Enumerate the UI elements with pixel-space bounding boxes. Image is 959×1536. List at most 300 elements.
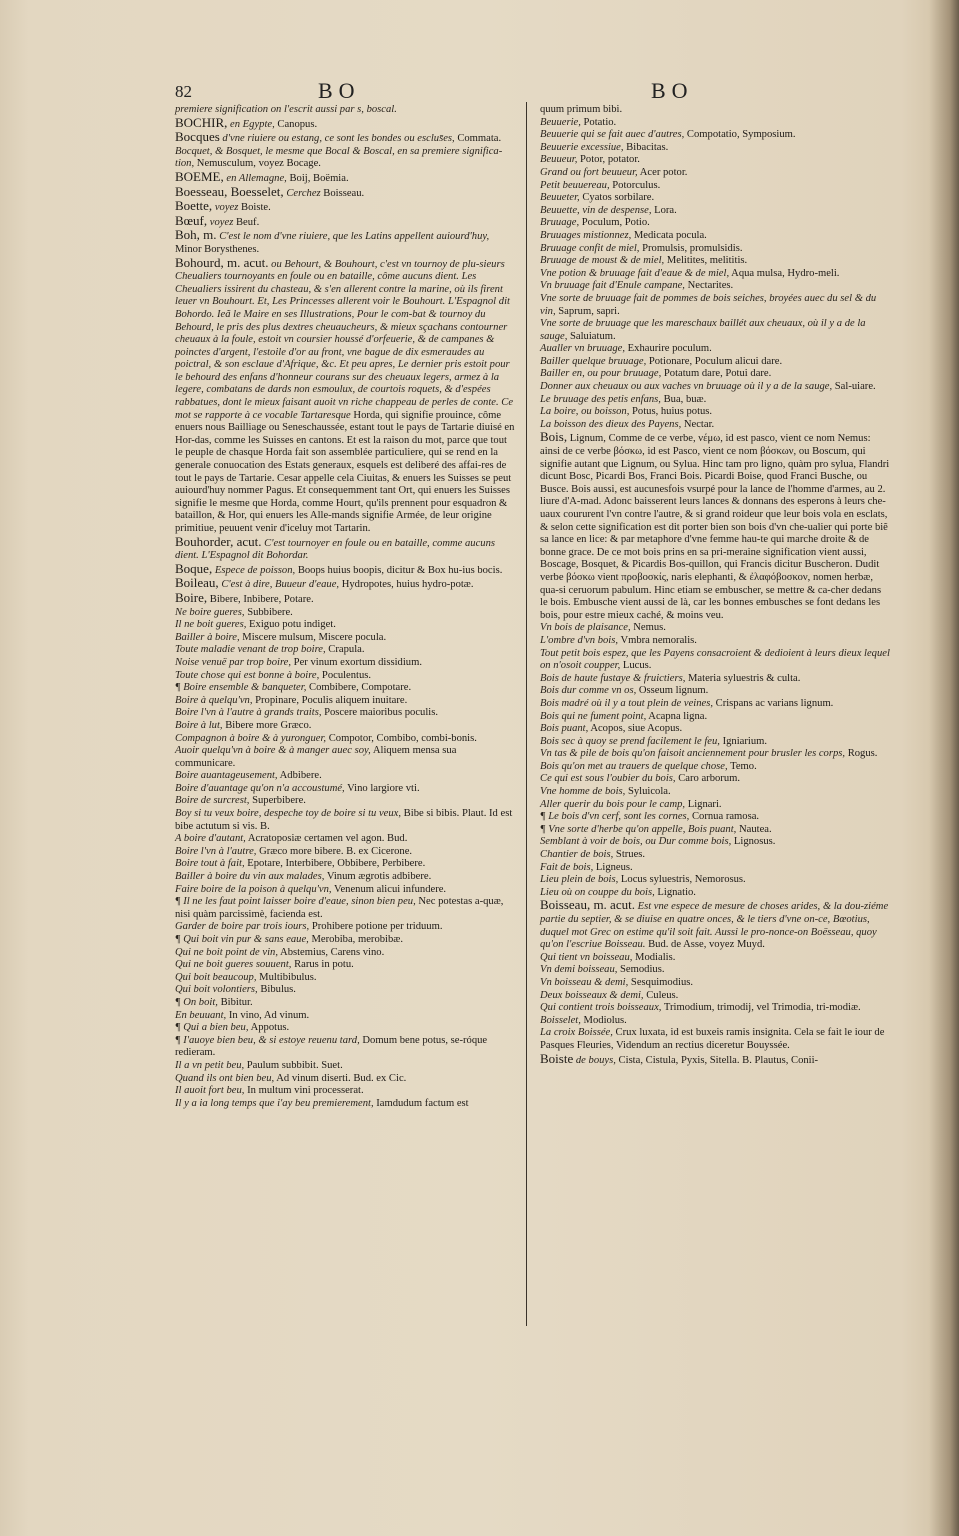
entry-latin-text: Lignum, Comme de ce verbe, νέμω, id est pasco, vient ce nom Nemus: ainsi de ce verbe βόσκω, id est Pasco, vient ce nom βόσκων, ou Boscum, qui signifie autant que Lignum, ou Sylua. Hinc tam pro ligno, quàm pro sylua, Flandri dicunt Bosc, Picardi Bos, Franci Bois. Picardi Boise, quod Franci Busche, ou Busce. Bois aussi, est aucunesfois vsurpé pour la lance de l'homme d'armes, au 2. liure d'A-mad. Adonc baisserent leurs lances & donnans des esperons à leurs che-uaux coururent l'vn contre l'autre, & si grand roideur que leur bois vola en esclats, & selon cette signification est dit porter bien son bois d'vn che-ualier qui porte biẽ sa lance en lice: & par metaphore d'vne femme hau-te qui marche droite & de bonne grace. De ce mot bois prins en sa pri-meraine signification vient aussi, Boscage, Bosquet, & Picardis Bos-quillon, qui Francis dicitur Buscheron. Dudit verbe βόσκω vient προβοσκίς, naris elephanti, & ἐλαφόβοσκον, nomen herbæ, qua-si ceruorum pabulum. Hinc etiam se embuscher, se mettre & ca-cher dedans le bois. Embusche vient aussi de là, car les bonnes embusches se font dedans les bois, pour estre mieux caché, & moins veu. [540,433,890,621]
entry-french-text: Beuueter, [540,192,580,204]
entry-french-text: Bailler en, ou pour bruuage, [540,368,662,380]
dictionary-entry [175,745,515,770]
dictionary-entry [175,972,515,985]
entry-latin-text: Caro arborum. [675,773,741,785]
dictionary-entry [540,811,890,824]
entry-french-text: de bouys, [573,1054,616,1066]
dictionary-entry [540,255,890,268]
entry-headword: Boh, m. [175,227,217,243]
entry-headword: Bœuf, [175,212,208,228]
entry-latin-text: Poscere maioribus poculis. [321,707,438,719]
entry-french-text: ¶ Il ne les faut point laisser boire d'eaue, sinon bien peu, [175,896,416,908]
entry-french-text: Deux boisseaux & demi, [540,989,644,1001]
entry-french-text: Ce qui est sous l'oubier du bois, [540,773,676,785]
dictionary-entry [175,1035,515,1060]
entry-latin-text: Strues. [613,849,646,861]
dictionary-entry [175,146,515,171]
dictionary-entry [175,884,515,897]
entry-french-text: Grand ou fort beuueur, [540,166,638,178]
entry-french-text: ¶ Le bois d'vn cerf, sont les cornes, [540,811,690,823]
entry-french-text: C'est le nom d'vne riuiere, que les Latins appellent auiourd'huy, [216,231,490,243]
entry-latin-text: Crapula. [325,644,365,656]
dictionary-entry [175,533,515,563]
entry-french-text: Boire auantageusement, [175,770,278,782]
entry-latin-text: Appotus. [248,1022,290,1034]
dictionary-entry [540,1050,890,1068]
dictionary-entry [175,733,515,746]
entry-french-text: La boire, ou boisson, [540,406,630,418]
dictionary-entry [175,695,515,708]
entry-french-text: ¶ Qui a bien beu, [175,1022,249,1034]
entry-french-text: Qui tient vn boisseau, [540,951,633,963]
page-gutter-shadow [929,0,959,1536]
dictionary-entry [540,786,890,799]
dictionary-entry [175,1060,515,1073]
entry-french-text: Toute maladie venant de trop boire, [175,644,326,656]
dictionary-entry [540,773,890,786]
entry-latin-text: Potus, huius potus. [629,406,713,418]
entry-french-text: ¶ Boire ensemble & banqueter, [175,682,307,694]
dictionary-entry [175,114,515,132]
entry-french-text: Espece de poisson, [212,564,296,576]
entry-latin-text: Potatum dare, Potui dare. [661,368,772,380]
entry-latin-text: Acopos, siue Acopus. [588,723,683,735]
entry-french-text: ou Behourt, & Bouhourt, c'est vn tournoy de plu-sieurs Cheualiers tournoyants en foule ou en bataille, côme aucuns dient. Les Cheualiers issirent du chasteau, & s'en allerent contre la marine, où ils firent leuer vn Bouhourt. Et, Les Princesses allerent voir le Bouhourt. L'Espagnol dit Bohordo. Ieã le Maire en ses Illustrations, Pour le com-bat & tournoy du Behourd, le pris des plus dextres cheuaucheurs, & mieux sçachans contourner cheuaux à la foule, estoit vn coursier houssé d'orfeuerie, & de campanes & poinctes d'argent, l'estoile d'or au front, vne bague de dix esmeraudes au poictral, & son esclaue d'Afrique, &c. Et peu apres, Le dernier pris estoit pour le behourd des enfans d'honneur courans sur des cheuaux legers, armez à la legere, combatans de dards non esmoulux, de courtois roquets, & d'espées rabbatues, dont le mieux faisant auoit vn riche chappeau de perles de conte. Ce mot se rapporte à ce vocable Tartaresque [175,258,514,421]
entry-latin-text: Combibere, Compotare. [306,682,412,694]
entry-latin-text: Iamdudum factum est [373,1097,469,1109]
entry-french-text: Bruuages mistionnez, [540,229,632,241]
dictionary-entry [540,180,890,193]
entry-latin-text: In multum vini processerat. [244,1085,364,1097]
entry-french-text: Toute chose qui est bonne à boire, [175,669,320,681]
entry-latin-text: Boiste. [238,202,271,214]
entry-french-text: ¶ I'auoye bien beu, & si estoye reuenu tard, [175,1034,360,1046]
entry-latin-text: Exiguo potu indiget. [246,619,336,631]
dictionary-entry [175,682,515,695]
dictionary-entry [175,934,515,947]
entry-latin-text: Saprum, sapri. [555,305,620,317]
entry-latin-text: Semodius. [617,964,665,976]
dictionary-entry [175,896,515,921]
entry-latin-text: Compotatio, Symposium. [684,129,796,141]
dictionary-entry [540,761,890,774]
dictionary-entry [540,192,890,205]
entry-french-text: Bois dur comme vn os, [540,685,637,697]
entry-latin-text: Bud. de Asse, voyez Muyd. [645,939,765,951]
entry-latin-text: Epotare, Interbibere, Obbibere, Perbibere. [244,858,426,870]
entry-latin-text: Acer potor. [637,166,688,178]
entry-french-text: en Allemagne, [223,172,287,184]
entry-latin-text: Aliquem mensa sua communicare. [175,745,457,769]
entry-french-text: Vn demi boisseau, [540,964,618,976]
dictionary-entry [540,406,890,419]
dictionary-entry [540,129,890,142]
dictionary-entry [175,720,515,733]
entry-french-text: Qui boit beaucoup, [175,971,257,983]
entry-latin-text: Potor, potator. [577,154,640,166]
entry-french-text: Beuuerie excessiue, [540,141,624,153]
entry-french-text: La boisson des dieux des Payens, [540,418,682,430]
entry-latin-text: Igniarium. [719,735,768,747]
page-number: 82 [175,82,192,101]
entry-french-text: En beuuant, [175,1009,227,1021]
entry-french-text: en Egypte, [227,118,275,130]
entry-latin-text: Vino largiore vti. [344,782,420,794]
entry-french-text: Vn boisseau & demi, [540,976,629,988]
dictionary-entry [540,243,890,256]
dictionary-entry [540,318,890,343]
dictionary-entry [175,619,515,632]
dictionary-entry [540,799,890,812]
column-divider [526,102,527,1326]
dictionary-entry [540,117,890,130]
entry-latin-text: Nemus. [630,622,666,634]
entry-latin-text: Subbibere. [244,606,293,618]
entry-latin-text: Temo. [727,760,757,772]
entry-latin-text: Bibulus. [257,984,296,996]
dictionary-entry [175,808,515,833]
entry-french-text: Faire boire de la poison à quelqu'vn, [175,883,332,895]
dictionary-entry [540,280,890,293]
entry-latin-text: Bibe si bibis. Plaut. Id est bibe actutum si vis. B. [175,808,513,832]
entry-headword: Bois, [540,429,568,445]
dictionary-entry [540,685,890,698]
entry-latin-text: Cista, Cistula, Pyxis, Sitella. B. Plautus, Conii- [615,1054,819,1066]
entry-french-text: Tout petit bois espez, que les Payens consacroient & dedioient à leurs dieux lequel on n'osoit coupper, [540,647,890,672]
entry-french-text: L'ombre d'vn bois, [540,634,618,646]
dictionary-entry [540,977,890,990]
dictionary-entry [540,648,890,673]
entry-french-text: Compagnon à boire & à yuronguer, [175,732,327,744]
entry-latin-text: Boij, Boëmia. [286,172,349,184]
entry-french-text: Qui contient trois boisseaux, [540,1002,662,1014]
entry-headword: Bohourd, m. acut. [175,254,269,270]
entry-latin-text: Exhaurire poculum. [625,343,712,355]
entry-french-text: Cerchez [283,187,321,199]
dictionary-entry [540,622,890,635]
entry-latin-text: In vino, Ad vinum. [226,1009,310,1021]
dictionary-entry [175,1085,515,1098]
entry-latin-text: Nec potestas a-quæ, nisi quàm parcissimè, facienda est. [175,896,504,920]
entry-french-text: Vn bruuage fait d'Enule campane, [540,280,685,292]
entry-french-text: Vne homme de bois, [540,786,626,798]
dictionary-entry [175,254,515,536]
entry-french-text: voyez [212,202,239,214]
entry-latin-text: Bibacitas. [623,141,669,153]
entry-french-text: Il ne boit gueres, [175,619,247,631]
dictionary-entry [175,871,515,884]
entry-latin-text: Domum bene potus, se-róque redieram. [175,1034,488,1059]
entry-latin-text: Vmbra nemoralis. [618,634,697,646]
entry-latin-text: Nemusculum, voyez Bocage. [194,158,321,170]
entry-latin-text: Materia syluestris & culta. [685,672,801,684]
entry-french-text: Boire à quelqu'vn, [175,694,253,706]
dictionary-entry [540,268,890,281]
dictionary-entry [540,1015,890,1028]
entry-latin-text: Prohibere potione per triduum. [309,921,443,933]
entry-french-text: Boisselet, [540,1014,581,1026]
entry-latin-text: Sal-uiare. [832,381,876,393]
entry-french-text: C'est à dire, Buueur d'eaue, [218,579,340,591]
entry-french-text: Qui boit volontiers, [175,984,258,996]
dictionary-entry [540,142,890,155]
entry-french-text: ¶ On boit, [175,996,218,1008]
dictionary-entry [175,183,515,201]
entry-latin-text: Adbibere. [277,770,322,782]
dictionary-entry [540,1002,890,1015]
entry-latin-text: Trimodium, trimodij, vel Trimodia, tri-modiæ. [661,1002,861,1014]
dictionary-entry [540,394,890,407]
entry-french-text: Vn bois de plaisance, [540,622,631,634]
dictionary-entry [175,632,515,645]
entry-french-text: Beuuerie qui se fait auec d'autres, [540,129,685,141]
entry-latin-text: Bibitur. [217,996,253,1008]
dictionary-entry [540,711,890,724]
entry-latin-text: Græco more bibere. B. ex Cicerone. [256,845,413,857]
dictionary-entry [540,874,890,887]
dictionary-entry [175,1098,515,1111]
entry-latin-text: Rogus. [845,748,878,760]
entry-french-text: A boire d'autant, [175,833,246,845]
entry-latin-text: Modiolus. [580,1014,627,1026]
entry-headword: Bouhorder, acut. [175,533,262,549]
entry-french-text: Fait de bois, [540,861,594,873]
entry-french-text: Boire l'vn à l'autre, [175,845,257,857]
entry-french-text: Bailler à boire, [175,631,240,643]
entry-latin-text: Locus syluestris, Nemorosus. [618,874,746,886]
entry-french-text: Boire d'auantage qu'on n'a accoustumé, [175,782,345,794]
entry-latin-text: Poculentus. [319,669,372,681]
entry-french-text: Bocquet, & Bosquet, le mesme que Bocal & Boscal, en sa premiere significa-tion, [175,145,503,170]
entry-french-text: Qui ne boit point de vin, [175,946,278,958]
dictionary-entry [175,1010,515,1023]
entry-french-text: Bruuage de moust & de miel, [540,255,665,267]
entry-french-text: Bruuage, [540,217,580,229]
entry-latin-text: Melitites, melititis. [664,255,748,267]
dictionary-entry [175,657,515,670]
dictionary-entry [175,560,515,578]
entry-french-text: Boy si tu veux boire, despeche toy de boire si tu veux, [175,808,402,820]
entry-headword: Boiste [540,1050,574,1066]
entry-headword: Boire, [175,589,208,605]
entry-latin-text: Beuf. [233,216,260,228]
dictionary-entry [540,431,890,622]
dictionary-entry [540,698,890,711]
entry-latin-text: quum primum bibi. [540,104,623,115]
entry-french-text: Bailler quelque bruuage, [540,355,647,367]
dictionary-entry [175,200,515,215]
entry-latin-text: Venenum alicui infundere. [331,883,447,895]
entry-french-text: Beuuette, vin de despense, [540,204,652,216]
entry-french-text: Quand ils ont bien beu, [175,1072,275,1084]
entry-latin-text: Crispans ac varians lignum. [713,697,834,709]
entry-french-text: Donner aux cheuaux ou aux vaches vn bruuage où il y a de la sauge, [540,381,833,393]
dictionary-entry [540,952,890,965]
entry-latin-text: Propinare, Poculis aliquem inuitare. [252,694,408,706]
entry-latin-text: Boops huius boopis, dicitur & Box hu-ius bocis. [295,564,503,576]
entry-latin-text: Cyatos sorbilare. [579,192,655,204]
entry-french-text: ¶ Qui boit vin pur & sans eaue, [175,934,309,945]
entry-latin-text: Miscere mulsum, Miscere pocula. [239,631,387,643]
dictionary-entry [175,795,515,808]
entry-latin-text: Commata. [454,133,502,145]
entry-latin-text: Cornua ramosa. [689,811,760,823]
entry-french-text: Il auoit fort beu, [175,1085,245,1097]
entry-latin-text: Crux luxata, id est buxeis ramis insignita. Cela se fait le iour de Pasques Fleuries, Videndum an rectius diceretur Bouyssée. [540,1027,885,1051]
entry-latin-text: Bibere more Græco. [222,719,312,731]
entry-latin-text: Lignari. [685,798,722,810]
entry-latin-text: Culeus. [643,989,679,1001]
entry-french-text: Petit beuuereau, [540,179,610,191]
entry-french-text: Auoir quelqu'vn à boire & à manger auec soy, [175,745,371,757]
entry-latin-text: Potionare, Poculum alicui dare. [646,355,783,367]
left-column [175,104,515,1110]
entry-french-text: ¶ Vne sorte d'herbe qu'on appelle, Bois puant, [540,823,737,835]
entry-latin-text: Poculum, Potio. [579,217,650,229]
entry-french-text: premiere signification on l'escrit aussi par s, boscal. [175,104,397,115]
dictionary-entry [540,748,890,761]
dictionary-entry [540,849,890,862]
dictionary-entry [540,635,890,648]
entry-latin-text: Lignatio. [654,886,696,898]
dictionary-entry [540,1027,890,1052]
entry-latin-text: Lucus. [620,660,652,672]
entry-latin-text: Bibere, Inbibere, Potare. [207,593,314,605]
dictionary-entry [175,670,515,683]
entry-french-text: Bois de haute fustaye & fruictiers, [540,672,686,684]
dictionary-entry [540,230,890,243]
dictionary-entry [540,154,890,167]
entry-french-text: Boire à lut, [175,719,223,731]
dictionary-entry [175,229,515,256]
entry-latin-text: Ligneus. [593,861,633,873]
entry-french-text: Aualler vn bruuage, [540,343,626,355]
entry-headword: Boette, [175,198,213,214]
entry-headword: Bocques [175,129,220,145]
dictionary-entry [540,964,890,977]
entry-french-text: Bois puant, [540,723,589,735]
dictionary-entry [175,1073,515,1086]
dictionary-entry [540,862,890,875]
entry-french-text: Vne sorte de bruuage que les mareschaux baillét aux cheuaux, où il y a de la sauge, [540,318,866,342]
dictionary-entry [540,356,890,369]
entry-headword: Boisseau, m. acut. [540,897,635,913]
entry-french-text: Bois sec à quoy se prend facilement le feu, [540,735,720,747]
entry-latin-text: Boisseau. [320,187,365,199]
entry-french-text: Il y a ia long temps que i'ay beu premierement, [175,1097,374,1109]
entry-latin-text: Medicata pocula. [631,229,707,241]
entry-french-text: Lieu où on couppe du bois, [540,886,655,898]
entry-latin-text: Merobiba, merobibæ. [308,934,403,945]
dictionary-entry [540,205,890,218]
entry-french-text: Vn tas & pile de bois qu'on faisoit anciennement pour brusler les corps, [540,748,846,760]
entry-french-text: Ne boire gueres, [175,606,245,618]
entry-latin-text: Rarus in potu. [291,959,354,971]
entry-latin-text: Nectar. [681,418,715,430]
entry-french-text: Beuuerie, [540,116,581,128]
dictionary-entry [175,577,515,592]
entry-latin-text: Abstemius, Carens vino. [277,946,385,958]
dictionary-entry [540,736,890,749]
entry-latin-text: Superbibere. [249,795,306,807]
entry-french-text: Est vne espece de mesure de choses arides, & la dou-ziéme partie du septier, & se diuise en quatre onces, & le tiers d'vne on-ce, Bœotius, duquel mot Grec on estime qu'il soit fait. Aussi le pro-nonce-on Boësseau, quoy qu'on l'escriue Boisseau. [540,901,889,951]
entry-latin-text: Vinum ægrotis adbibere. [324,871,432,883]
right-column [540,104,890,1067]
entry-french-text: Il a vn petit beu, [175,1059,245,1071]
dictionary-entry [175,607,515,620]
entry-headword: Boileau, [175,575,219,591]
entry-french-text: Boire tout à fait, [175,858,245,870]
entry-french-text: Lieu plein de bois, [540,874,619,886]
entry-french-text: Boire l'vn à l'autre à grands traits, [175,707,322,719]
dictionary-entry [540,381,890,394]
dictionary-entry [175,846,515,859]
entry-latin-text: Paulum subbibit. Suet. [244,1059,343,1071]
entry-latin-text: Promulsis, promulsidis. [639,242,743,254]
dictionary-entry [540,723,890,736]
dictionary-entry [175,770,515,783]
entry-latin-text: Osseum lignum. [636,685,709,697]
dictionary-entry [175,984,515,997]
dictionary-entry [175,783,515,796]
dictionary-entry [175,589,515,607]
entry-latin-text: Bua, buæ. [660,393,707,405]
dictionary-entry [540,419,890,432]
entry-latin-text: Per vinum exortum dissidium. [291,656,422,668]
entry-french-text: Bailler à boire du vin aux malades, [175,871,325,883]
dictionary-entry [540,990,890,1003]
entry-latin-text: Potorculus. [609,179,661,191]
dictionary-entry [175,212,515,230]
entry-headword: BOEME, [175,168,224,184]
entry-french-text: La croix Boissée, [540,1027,613,1039]
running-head-left: BO [318,78,361,103]
dictionary-entry [175,997,515,1010]
running-head-right: BO [651,78,694,103]
entry-french-text: Bois madré où il y a tout plein de veines, [540,697,713,709]
dictionary-entry [540,836,890,849]
dictionary-entry [175,947,515,960]
dictionary-entry [175,644,515,657]
entry-french-text: d'vne riuiere ou estang, ce sont les bondes ou esclus̄es, [219,133,455,145]
entry-french-text: Le bruuage des petis enfans, [540,393,661,405]
entry-latin-text: Lignosus. [731,836,776,848]
dictionary-entry [540,368,890,381]
dictionary-entry [175,131,515,146]
dictionary-entry [175,858,515,871]
entry-french-text: Garder de boire par trois iours, [175,921,310,933]
entry-latin-text: Nectarites. [684,280,734,292]
entry-french-text: Bois qui ne fument point, [540,710,647,722]
entry-latin-text: Aqua mulsa, Hydro-meli. [729,267,840,279]
dictionary-entry [540,343,890,356]
entry-french-text: C'est tournoyer en foule ou en bataille, comme aucuns dient. L'Espagnol dit Bohordar. [175,537,496,562]
entry-latin-text: Ad vinum diserti. Bud. ex Cic. [274,1072,407,1084]
entry-latin-text: Hydropotes, huius hydro-potæ. [339,579,474,591]
entry-french-text: Semblant à voir de bois, ou Dur comme bois, [540,836,732,848]
entry-french-text: Bruuage confit de miel, [540,242,640,254]
entry-french-text: Chantier de bois, [540,849,614,861]
entry-french-text: Aller querir du bois pour le camp, [540,798,686,810]
entry-latin-text: Saluiatum. [567,330,616,342]
dictionary-entry [175,707,515,720]
dictionary-entry [540,824,890,837]
dictionary-entry [175,833,515,846]
entry-french-text: Vne potion & bruuage fait d'eaue & de miel, [540,267,730,279]
entry-latin-text: Syluicola. [625,786,671,798]
entry-latin-text: Acratoposiæ certamen vel agon. Bud. [245,833,408,845]
dictionary-entry [540,217,890,230]
